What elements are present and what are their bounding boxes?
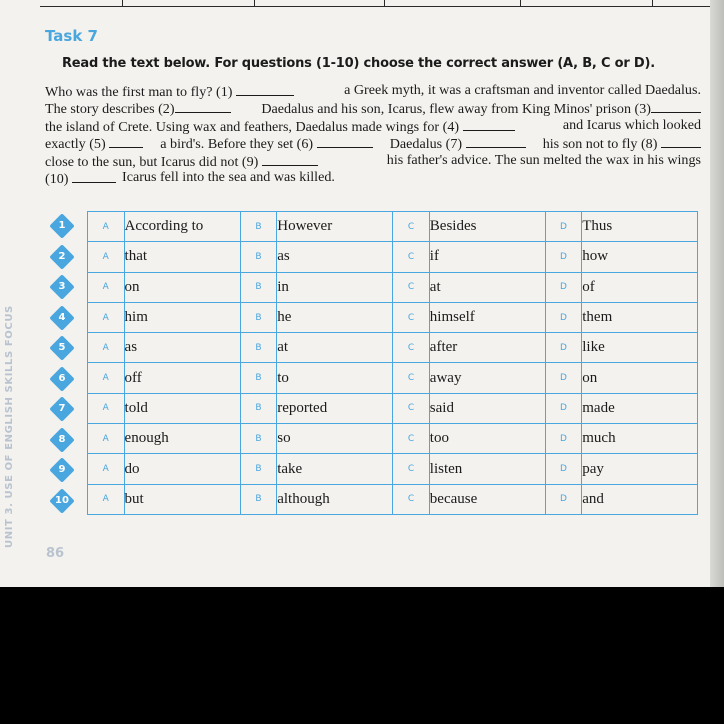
option-letter: C	[393, 333, 430, 363]
option-letter: B	[240, 272, 277, 302]
option-letter: D	[545, 333, 582, 363]
answer-option[interactable]: away	[429, 363, 545, 393]
answer-option[interactable]: told	[124, 393, 240, 423]
option-letter: C	[393, 242, 430, 272]
question-row	[88, 424, 698, 454]
option-letter: B	[240, 333, 277, 363]
passage-line: The story describes (2) Daedalus and his son, Icarus, flew away from King Minos' prison (3)	[45, 99, 701, 116]
answer-option[interactable]: himself	[429, 302, 545, 332]
option-letter: B	[240, 424, 277, 454]
page-gutter	[710, 0, 724, 587]
question-row	[88, 484, 698, 514]
option-letter: D	[545, 302, 582, 332]
option-letter: A	[88, 484, 125, 514]
option-letter: A	[88, 393, 125, 423]
answer-option[interactable]: at	[429, 272, 545, 302]
option-letter: A	[88, 363, 125, 393]
question-row	[88, 454, 698, 484]
question-number: 4	[58, 311, 66, 323]
answer-option[interactable]: Thus	[582, 212, 698, 242]
answer-option[interactable]: as	[277, 242, 393, 272]
answer-option[interactable]: do	[124, 454, 240, 484]
answer-option[interactable]: how	[582, 242, 698, 272]
answer-option[interactable]: as	[124, 333, 240, 363]
answer-option[interactable]: and	[582, 484, 698, 514]
answer-option[interactable]: However	[277, 212, 393, 242]
option-letter: C	[393, 272, 430, 302]
answer-option[interactable]: pay	[582, 454, 698, 484]
question-number: 6	[58, 372, 66, 384]
answer-option[interactable]: According to	[124, 212, 240, 242]
question-number: 5	[58, 342, 66, 354]
question-number: 7	[58, 403, 66, 415]
answer-option[interactable]: if	[429, 242, 545, 272]
passage-line: (10) Icarus fell into the sea and was killed.	[45, 168, 335, 187]
question-row	[88, 393, 698, 423]
option-letter: C	[393, 393, 430, 423]
option-letter: D	[545, 424, 582, 454]
option-letter: A	[88, 333, 125, 363]
option-letter: B	[240, 393, 277, 423]
answer-option[interactable]: because	[429, 484, 545, 514]
unit-side-label: UNIT 3. USE OF ENGLISH SKILLS FOCUS	[4, 305, 15, 548]
question-number: 9	[58, 464, 66, 476]
answer-option[interactable]: on	[124, 272, 240, 302]
question-row	[88, 212, 698, 242]
question-number: 8	[58, 433, 66, 445]
answer-option[interactable]: to	[277, 363, 393, 393]
answer-option[interactable]: of	[582, 272, 698, 302]
option-letter: C	[393, 484, 430, 514]
option-letter: A	[88, 212, 125, 242]
question-row	[88, 272, 698, 302]
question-number: 2	[58, 250, 66, 262]
task-title: Task 7	[45, 27, 98, 45]
question-row	[88, 302, 698, 332]
option-letter: D	[545, 484, 582, 514]
answer-option[interactable]: Besides	[429, 212, 545, 242]
answer-option[interactable]: much	[582, 424, 698, 454]
option-letter: B	[240, 484, 277, 514]
option-letter: D	[545, 454, 582, 484]
question-number: 1	[58, 220, 66, 232]
option-letter: A	[88, 242, 125, 272]
option-letter: D	[545, 272, 582, 302]
answer-option[interactable]: said	[429, 393, 545, 423]
passage-line: Who was the first man to fly? (1) a Greek myth, it was a craftsman and inventor called Daedalus.	[45, 82, 701, 100]
answer-option[interactable]: take	[277, 454, 393, 484]
option-letter: C	[393, 454, 430, 484]
answer-option[interactable]: like	[582, 333, 698, 363]
passage-line: the island of Crete. Using wax and feathers, Daedalus made wings for (4) and Icarus which looked	[45, 116, 701, 135]
option-letter: D	[545, 393, 582, 423]
answer-option[interactable]: at	[277, 333, 393, 363]
question-row	[88, 363, 698, 393]
answer-option[interactable]: him	[124, 302, 240, 332]
page-number: 86	[46, 546, 65, 561]
option-letter: A	[88, 424, 125, 454]
answer-option[interactable]: that	[124, 242, 240, 272]
answer-option[interactable]: but	[124, 484, 240, 514]
question-row	[88, 242, 698, 272]
answer-option[interactable]: on	[582, 363, 698, 393]
option-letter: C	[393, 302, 430, 332]
option-letter: A	[88, 302, 125, 332]
answer-options-table	[87, 211, 698, 515]
option-letter: B	[240, 302, 277, 332]
option-letter: D	[545, 242, 582, 272]
answer-option[interactable]: he	[277, 302, 393, 332]
option-letter: B	[240, 212, 277, 242]
answer-option[interactable]: so	[277, 424, 393, 454]
passage-line: close to the sun, but Icarus did not (9) his father's advice. The sun melted the wax in his wings	[45, 151, 701, 170]
answer-option[interactable]: listen	[429, 454, 545, 484]
option-letter: C	[393, 363, 430, 393]
task-instruction: Read the text below. For questions (1-10) choose the correct answer (A, B, C or D).	[62, 56, 656, 71]
question-number: 3	[58, 281, 66, 293]
answer-option[interactable]: enough	[124, 424, 240, 454]
answer-option[interactable]: reported	[277, 393, 393, 423]
answer-option[interactable]: in	[277, 272, 393, 302]
option-letter: D	[545, 363, 582, 393]
question-number: 10	[55, 494, 69, 506]
option-letter: B	[240, 454, 277, 484]
option-letter: C	[393, 424, 430, 454]
answer-option[interactable]: off	[124, 363, 240, 393]
option-letter: D	[545, 212, 582, 242]
option-letter: B	[240, 363, 277, 393]
question-row	[88, 333, 698, 363]
option-letter: A	[88, 272, 125, 302]
answer-option[interactable]: although	[277, 484, 393, 514]
option-letter: B	[240, 242, 277, 272]
option-letter: C	[393, 212, 430, 242]
answer-option[interactable]: too	[429, 424, 545, 454]
answer-option[interactable]: them	[582, 302, 698, 332]
previous-table-edge	[40, 0, 716, 7]
reading-passage	[45, 82, 701, 186]
answer-option[interactable]: after	[429, 333, 545, 363]
answer-option[interactable]: made	[582, 393, 698, 423]
option-letter: A	[88, 454, 125, 484]
passage-line: exactly (5) a bird's. Before they set (6) Daedalus (7) his son not to fly (8)	[45, 134, 701, 151]
